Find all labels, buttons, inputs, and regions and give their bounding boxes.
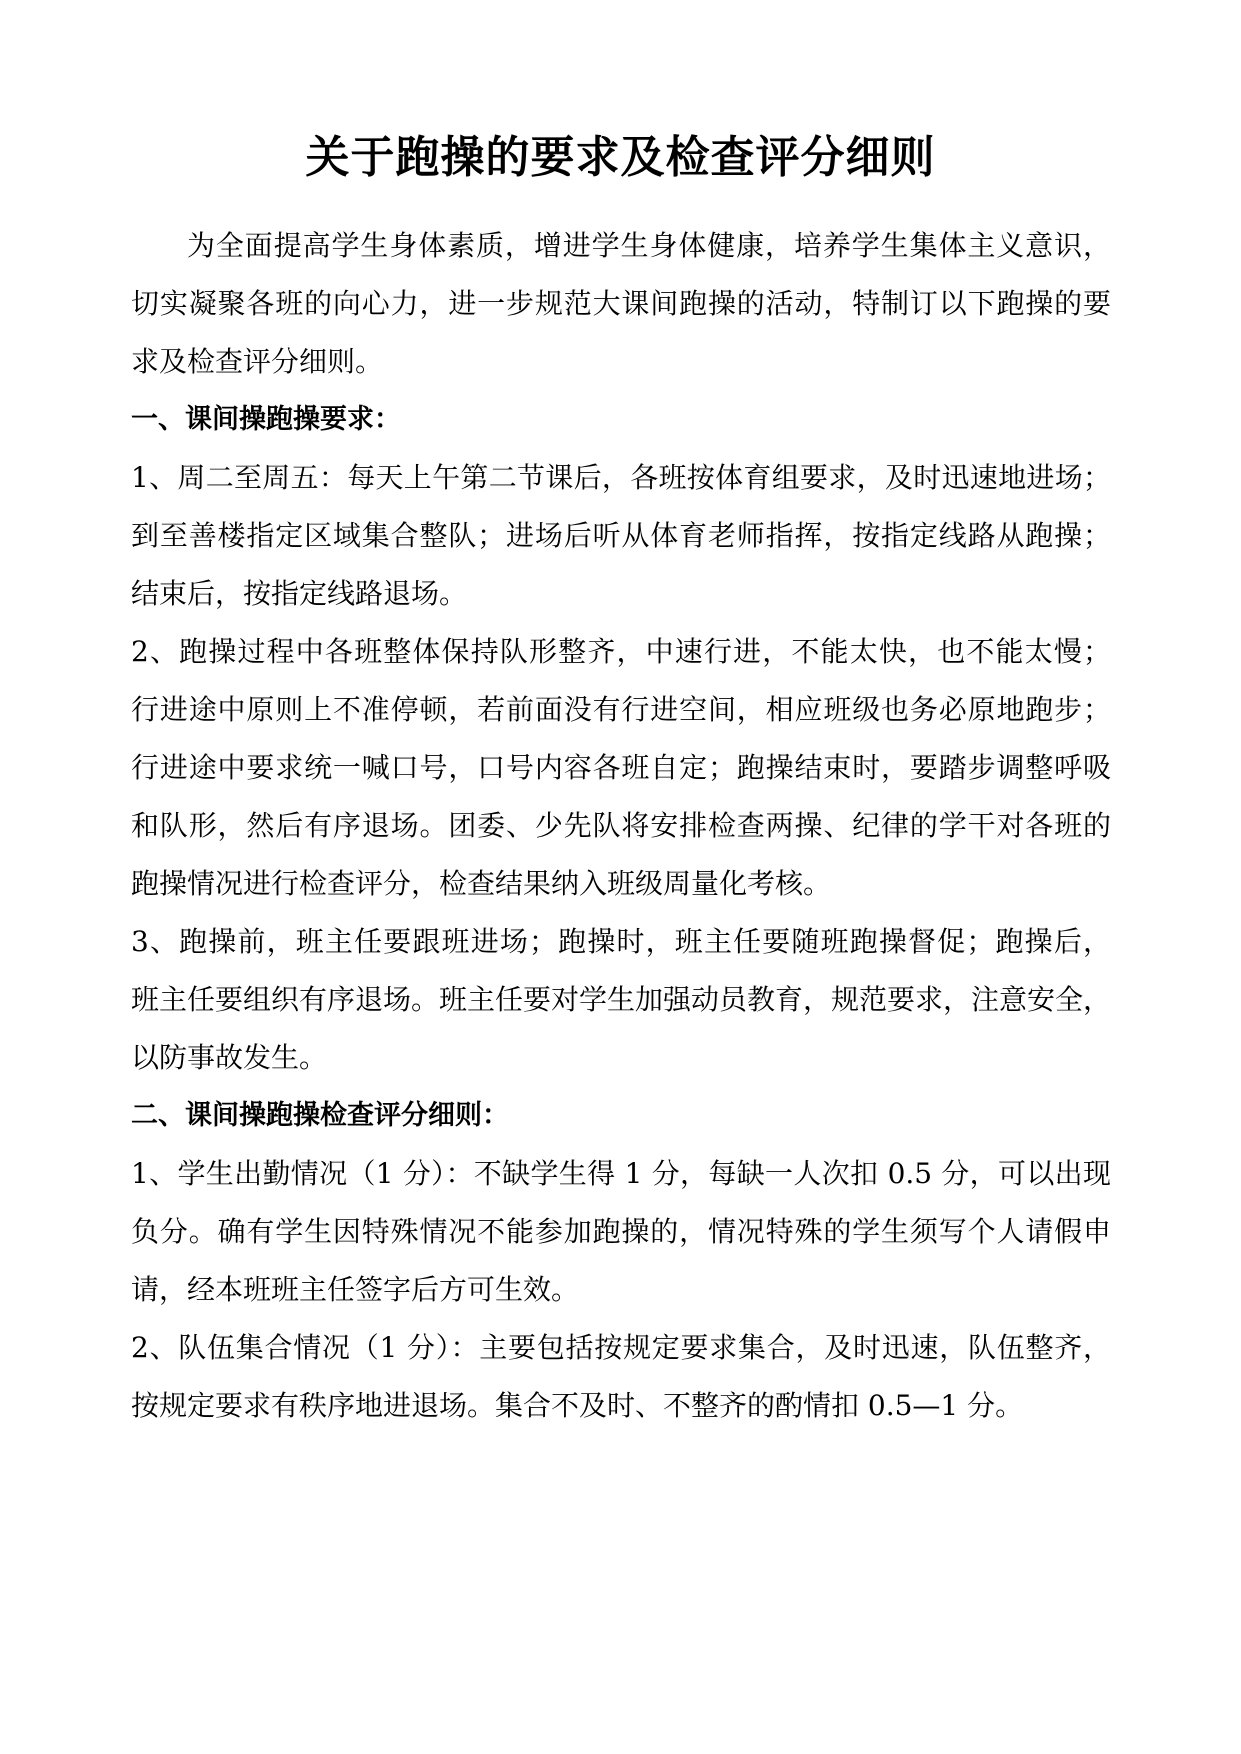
paragraph-line: 3、跑操前，班主任要跟班进场；跑操时，班主任要随班跑操督促；跑操后，: [131, 925, 1111, 958]
paragraph-line: 按规定要求有秩序地进退场。集合不及时、不整齐的酌情扣 0.5—1 分。: [131, 1389, 1024, 1422]
paragraph-line: 负分。确有学生因特殊情况不能参加跑操的，情况特殊的学生须写个人请假申: [131, 1215, 1111, 1248]
section-heading-1: 一、课间操跑操要求：: [131, 404, 401, 435]
paragraph-line: 1、周二至周五：每天上午第二节课后，各班按体育组要求，及时迅速地进场；: [131, 461, 1111, 494]
intro-line-2: 切实凝聚各班的向心力，进一步规范大课间跑操的活动，特制订以下跑操的要: [131, 287, 1111, 320]
paragraph-line: 请，经本班班主任签字后方可生效。: [131, 1273, 580, 1306]
paragraph-line: 结束后，按指定线路退场。: [131, 577, 468, 610]
intro-line-1: 为全面提高学生身体素质，增进学生身体健康，培养学生集体主义意识，: [187, 229, 1111, 262]
section-heading-2: 二、课间操跑操检查评分细则：: [131, 1100, 509, 1131]
paragraph-line: 和队形，然后有序退场。团委、少先队将安排检查两操、纪律的学干对各班的: [131, 809, 1111, 842]
paragraph-line: 跑操情况进行检查评分，检查结果纳入班级周量化考核。: [131, 867, 832, 900]
paragraph-line: 到至善楼指定区域集合整队；进场后听从体育老师指挥，按指定线路从跑操；: [131, 519, 1111, 552]
intro-line-3: 求及检查评分细则。: [131, 345, 384, 378]
paragraph-line: 1、学生出勤情况（1 分）：不缺学生得 1 分，每缺一人次扣 0.5 分，可以出现: [131, 1157, 1111, 1190]
paragraph-line: 2、队伍集合情况（1 分）：主要包括按规定要求集合，及时迅速，队伍整齐，: [131, 1331, 1111, 1364]
paragraph-line: 2、跑操过程中各班整体保持队形整齐，中速行进，不能太快，也不能太慢；: [131, 635, 1111, 668]
paragraph-line: 班主任要组织有序退场。班主任要对学生加强动员教育，规范要求，注意安全，: [131, 983, 1111, 1016]
paragraph-line: 行进途中原则上不准停顿，若前面没有行进空间，相应班级也务必原地跑步；: [131, 693, 1111, 726]
paragraph-line: 以防事故发生。: [131, 1041, 328, 1074]
page-title: 关于跑操的要求及检查评分细则: [305, 132, 936, 183]
paragraph-line: 行进途中要求统一喊口号，口号内容各班自定；跑操结束时，要踏步调整呼吸: [131, 751, 1111, 784]
